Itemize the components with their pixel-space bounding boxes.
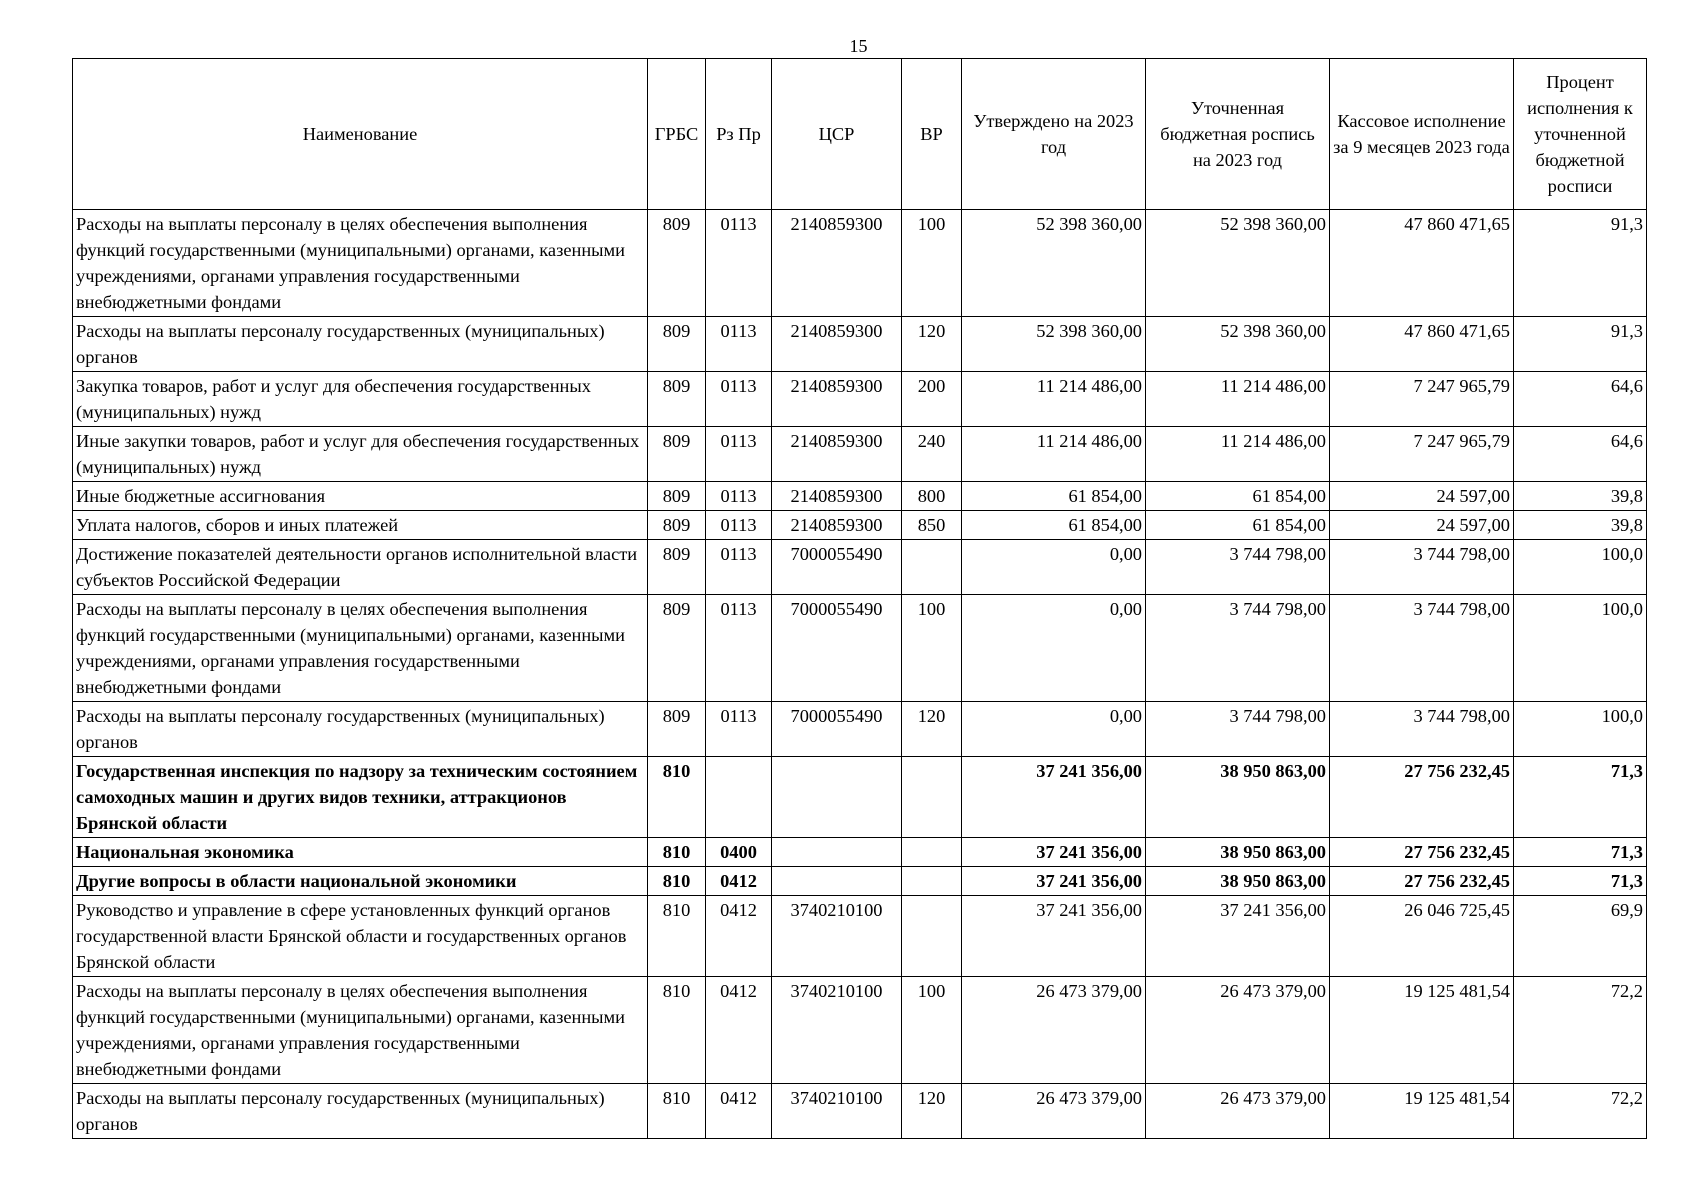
cell-csr: 2140859300 [772, 210, 902, 317]
header-cash: Кассовое исполнение за 9 месяцев 2023 года [1330, 59, 1514, 210]
table-row [73, 896, 1647, 977]
cell-name: Иные закупки товаров, работ и услуг для обеспечения государственных (муниципальных) нужд [73, 427, 648, 482]
table-row [73, 511, 1647, 540]
cell-cash: 24 597,00 [1330, 482, 1514, 511]
cell-cash: 27 756 232,45 [1330, 838, 1514, 867]
cell-rzpr: 0113 [706, 702, 772, 757]
table-row [73, 838, 1647, 867]
cell-refined: 61 854,00 [1146, 482, 1330, 511]
cell-grbs: 809 [648, 210, 706, 317]
cell-csr: 3740210100 [772, 896, 902, 977]
table-row [73, 1084, 1647, 1139]
cell-grbs: 809 [648, 595, 706, 702]
cell-approved: 11 214 486,00 [962, 427, 1146, 482]
cell-rzpr: 0113 [706, 511, 772, 540]
cell-name: Достижение показателей деятельности органов исполнительной власти субъектов Российской Федерации [73, 540, 648, 595]
cell-percent: 64,6 [1514, 372, 1647, 427]
cell-name: Государственная инспекция по надзору за техническим состоянием самоходных машин и других видов техники, аттракционов Брянской области [73, 757, 648, 838]
cell-rzpr: 0113 [706, 210, 772, 317]
cell-rzpr: 0113 [706, 372, 772, 427]
cell-vr: 100 [902, 210, 962, 317]
table-row [73, 427, 1647, 482]
cell-refined: 61 854,00 [1146, 511, 1330, 540]
cell-approved: 37 241 356,00 [962, 838, 1146, 867]
cell-rzpr [706, 757, 772, 838]
cell-refined: 38 950 863,00 [1146, 867, 1330, 896]
cell-rzpr: 0412 [706, 1084, 772, 1139]
cell-csr: 3740210100 [772, 977, 902, 1084]
cell-refined: 3 744 798,00 [1146, 540, 1330, 595]
page-number: 15 [849, 36, 868, 56]
cell-vr [902, 867, 962, 896]
cell-csr [772, 838, 902, 867]
cell-rzpr: 0400 [706, 838, 772, 867]
cell-csr: 2140859300 [772, 427, 902, 482]
cell-refined: 52 398 360,00 [1146, 210, 1330, 317]
table-row [73, 210, 1647, 317]
cell-approved: 61 854,00 [962, 511, 1146, 540]
cell-percent: 100,0 [1514, 540, 1647, 595]
cell-csr: 7000055490 [772, 595, 902, 702]
cell-grbs: 810 [648, 757, 706, 838]
cell-percent: 72,2 [1514, 1084, 1647, 1139]
cell-grbs: 809 [648, 511, 706, 540]
cell-grbs: 809 [648, 427, 706, 482]
cell-grbs: 809 [648, 482, 706, 511]
cell-rzpr: 0113 [706, 317, 772, 372]
cell-cash: 3 744 798,00 [1330, 595, 1514, 702]
cell-name: Другие вопросы в области национальной экономики [73, 867, 648, 896]
cell-name: Расходы на выплаты персоналу в целях обеспечения выполнения функций государственными (муниципальными) органами, казенными учреждениями, органами управления государственными внебюджетными фондами [73, 977, 648, 1084]
cell-cash: 47 860 471,65 [1330, 210, 1514, 317]
table-row [73, 977, 1647, 1084]
cell-vr: 100 [902, 595, 962, 702]
cell-approved: 26 473 379,00 [962, 1084, 1146, 1139]
table-row [73, 317, 1647, 372]
cell-name: Иные бюджетные ассигнования [73, 482, 648, 511]
cell-csr: 7000055490 [772, 702, 902, 757]
cell-approved: 0,00 [962, 702, 1146, 757]
cell-vr [902, 757, 962, 838]
cell-grbs: 809 [648, 540, 706, 595]
cell-grbs: 810 [648, 977, 706, 1084]
cell-grbs: 809 [648, 317, 706, 372]
cell-refined: 37 241 356,00 [1146, 896, 1330, 977]
cell-vr: 100 [902, 977, 962, 1084]
header-refined: Уточненная бюджетная роспись на 2023 год [1146, 59, 1330, 210]
cell-rzpr: 0113 [706, 482, 772, 511]
cell-vr: 800 [902, 482, 962, 511]
cell-name: Расходы на выплаты персоналу в целях обеспечения выполнения функций государственными (муниципальными) органами, казенными учреждениями, органами управления государственными внебюджетными фондами [73, 595, 648, 702]
cell-percent: 71,3 [1514, 867, 1647, 896]
cell-refined: 52 398 360,00 [1146, 317, 1330, 372]
cell-percent: 64,6 [1514, 427, 1647, 482]
cell-vr: 120 [902, 317, 962, 372]
cell-approved: 11 214 486,00 [962, 372, 1146, 427]
cell-refined: 3 744 798,00 [1146, 595, 1330, 702]
header-approved: Утверждено на 2023 год [962, 59, 1146, 210]
cell-cash: 7 247 965,79 [1330, 372, 1514, 427]
header-name: Наименование [73, 59, 648, 210]
cell-cash: 3 744 798,00 [1330, 702, 1514, 757]
cell-percent: 69,9 [1514, 896, 1647, 977]
cell-cash: 24 597,00 [1330, 511, 1514, 540]
cell-percent: 72,2 [1514, 977, 1647, 1084]
cell-grbs: 810 [648, 1084, 706, 1139]
cell-percent: 100,0 [1514, 595, 1647, 702]
cell-rzpr: 0113 [706, 540, 772, 595]
cell-refined: 26 473 379,00 [1146, 1084, 1330, 1139]
budget-execution-table [72, 58, 1647, 1139]
cell-percent: 100,0 [1514, 702, 1647, 757]
cell-approved: 0,00 [962, 540, 1146, 595]
cell-vr: 120 [902, 702, 962, 757]
cell-cash: 19 125 481,54 [1330, 1084, 1514, 1139]
cell-name: Национальная экономика [73, 838, 648, 867]
cell-name: Закупка товаров, работ и услуг для обеспечения государственных (муниципальных) нужд [73, 372, 648, 427]
cell-approved: 52 398 360,00 [962, 317, 1146, 372]
cell-rzpr: 0412 [706, 867, 772, 896]
cell-cash: 27 756 232,45 [1330, 867, 1514, 896]
cell-rzpr: 0412 [706, 896, 772, 977]
cell-cash: 19 125 481,54 [1330, 977, 1514, 1084]
cell-refined: 38 950 863,00 [1146, 757, 1330, 838]
cell-approved: 0,00 [962, 595, 1146, 702]
cell-grbs: 810 [648, 867, 706, 896]
cell-csr: 7000055490 [772, 540, 902, 595]
cell-vr: 120 [902, 1084, 962, 1139]
cell-grbs: 809 [648, 372, 706, 427]
cell-approved: 37 241 356,00 [962, 757, 1146, 838]
cell-grbs: 810 [648, 838, 706, 867]
cell-grbs: 810 [648, 896, 706, 977]
cell-rzpr: 0113 [706, 595, 772, 702]
header-rzpr: Рз Пр [706, 59, 772, 210]
cell-name: Руководство и управление в сфере установленных функций органов государственной власти Брянской области и государственных органов Брянской области [73, 896, 648, 977]
cell-refined: 38 950 863,00 [1146, 838, 1330, 867]
header-percent: Процент исполнения к уточненной бюджетной росписи [1514, 59, 1647, 210]
cell-vr [902, 896, 962, 977]
table-header-row [73, 59, 1647, 210]
cell-cash: 26 046 725,45 [1330, 896, 1514, 977]
cell-percent: 39,8 [1514, 482, 1647, 511]
cell-csr [772, 867, 902, 896]
cell-cash: 27 756 232,45 [1330, 757, 1514, 838]
cell-csr: 2140859300 [772, 372, 902, 427]
table-row [73, 867, 1647, 896]
table-body [73, 210, 1647, 1139]
header-vr: ВР [902, 59, 962, 210]
table-row [73, 702, 1647, 757]
cell-refined: 11 214 486,00 [1146, 372, 1330, 427]
table-row [73, 757, 1647, 838]
cell-vr: 200 [902, 372, 962, 427]
cell-vr [902, 540, 962, 595]
cell-approved: 26 473 379,00 [962, 977, 1146, 1084]
cell-rzpr: 0113 [706, 427, 772, 482]
cell-refined: 3 744 798,00 [1146, 702, 1330, 757]
cell-refined: 11 214 486,00 [1146, 427, 1330, 482]
cell-name: Уплата налогов, сборов и иных платежей [73, 511, 648, 540]
cell-csr: 2140859300 [772, 482, 902, 511]
cell-csr [772, 757, 902, 838]
cell-csr: 2140859300 [772, 511, 902, 540]
header-csr: ЦСР [772, 59, 902, 210]
cell-vr: 240 [902, 427, 962, 482]
cell-approved: 52 398 360,00 [962, 210, 1146, 317]
cell-cash: 7 247 965,79 [1330, 427, 1514, 482]
cell-name: Расходы на выплаты персоналу государственных (муниципальных) органов [73, 317, 648, 372]
cell-csr: 2140859300 [772, 317, 902, 372]
cell-percent: 71,3 [1514, 838, 1647, 867]
table-row [73, 595, 1647, 702]
cell-name: Расходы на выплаты персоналу государственных (муниципальных) органов [73, 1084, 648, 1139]
cell-name: Расходы на выплаты персоналу государственных (муниципальных) органов [73, 702, 648, 757]
cell-csr: 3740210100 [772, 1084, 902, 1139]
cell-cash: 3 744 798,00 [1330, 540, 1514, 595]
cell-refined: 26 473 379,00 [1146, 977, 1330, 1084]
cell-vr [902, 838, 962, 867]
cell-percent: 71,3 [1514, 757, 1647, 838]
table-row [73, 372, 1647, 427]
header-grbs: ГРБС [648, 59, 706, 210]
cell-approved: 61 854,00 [962, 482, 1146, 511]
cell-approved: 37 241 356,00 [962, 867, 1146, 896]
table-row [73, 482, 1647, 511]
cell-approved: 37 241 356,00 [962, 896, 1146, 977]
cell-cash: 47 860 471,65 [1330, 317, 1514, 372]
cell-grbs: 809 [648, 702, 706, 757]
cell-rzpr: 0412 [706, 977, 772, 1084]
cell-percent: 39,8 [1514, 511, 1647, 540]
cell-name: Расходы на выплаты персоналу в целях обеспечения выполнения функций государственными (муниципальными) органами, казенными учреждениями, органами управления государственными внебюджетными фондами [73, 210, 648, 317]
cell-percent: 91,3 [1514, 210, 1647, 317]
table-row [73, 540, 1647, 595]
cell-vr: 850 [902, 511, 962, 540]
cell-percent: 91,3 [1514, 317, 1647, 372]
